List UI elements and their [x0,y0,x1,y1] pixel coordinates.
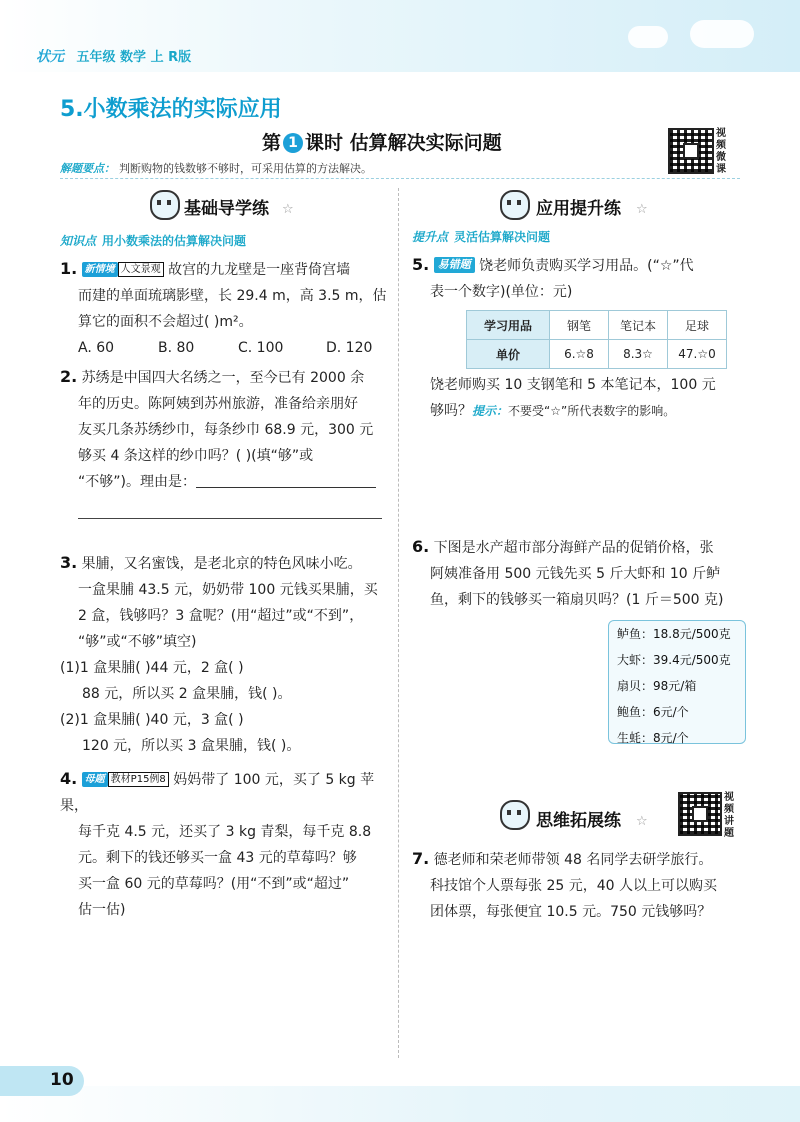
lesson-number-badge: 1 [283,133,303,153]
q4-number: 4. [60,769,78,788]
q6-number: 6. [412,537,430,556]
improvement-point [412,228,550,245]
section-title-basic: 基础导学练 [184,199,269,219]
table-cell: 6.☆8 [550,340,609,369]
q2-text-line: 友买几条苏绣纱巾，每条纱巾 68.9 元，300 元 [78,422,374,438]
q1-tag-new-context: 新情境 [82,262,118,277]
q6-text-line: 鱼，剩下的钱够买一箱扇贝吗？(1 斤＝500 克) [430,592,724,608]
question-1 [60,256,390,361]
q5-number: 5. [412,255,430,274]
q3-sub1-line: 88 元，所以买 2 盒果脯，钱( )。 [82,686,292,702]
table-header-cell: 足球 [668,311,727,340]
section-title-applied: 应用提升练 [536,199,621,219]
tip-text: 判断购物的钱数够不够时，可采用估算的方法解决。 [119,162,372,175]
cloud-decoration [628,26,668,48]
q5-text-line: 饶老师负责购买学习用品。(“☆”代 [479,258,694,274]
price-item: 生蚝：8元/个 [617,731,689,745]
q4-tag-textbook: 教材P15例8 [108,772,169,787]
table-header-row [467,311,727,340]
q2-text-line: 年的历史。陈阿姨到苏州旅游，准备给亲朋好 [78,396,358,412]
q3-text-line: “够”或“不够”填空) [78,634,197,650]
q3-number: 3. [60,553,78,572]
star-icon: ☆ [636,202,648,217]
question-3 [60,550,390,759]
mascot-icon [500,190,530,220]
q3-text-line: 果脯，又名蜜饯，是老北京的特色风味小吃。 [81,556,362,572]
question-6 [412,534,752,613]
question-4 [60,766,390,923]
q1-choice-b[interactable]: B. 80 [158,340,195,356]
column-divider [398,188,399,1058]
q5-text-line: 够吗？ [430,403,472,419]
subtitle-prefix: 第 [262,132,282,154]
table-cell: 8.3☆ [609,340,668,369]
question-5 [412,252,742,305]
table-header-cell: 学习用品 [467,311,550,340]
hint-label: 提示： [472,404,509,418]
q1-choices [60,335,390,361]
q6-text-line: 下图是水产超市部分海鲜产品的促销价格，张 [433,540,714,556]
tip-label: 解题要点： [60,162,115,175]
q7-text-line: 科技馆个人票每张 25 元，40 人以上可以购买 [430,878,717,894]
q7-number: 7. [412,849,430,868]
lesson-title: 5.小数乘法的实际应用 [60,97,282,122]
lesson-subtitle [262,128,502,155]
subtitle-suffix: 课时 估算解决实际问题 [305,132,502,154]
table-cell: 单价 [467,340,550,369]
table-header-cell: 笔记本 [609,311,668,340]
q1-text-line: 而建的单面琉璃影壁，长 29.4 m，高 3.5 m，估 [78,288,387,304]
qr-code-icon[interactable] [668,128,714,174]
q2-text-line: 苏绣是中国四大名绣之一，至今已有 2000 余 [81,370,365,386]
q5-text-line: 饶老师购买 10 支钢笔和 5 本笔记本，100 元 [430,377,716,393]
answer-line[interactable] [78,518,382,519]
q3-sub2-line: 120 元，所以买 3 盒果脯，钱( )。 [82,738,301,754]
qr-label-micro-lesson: 视频微课 [716,128,726,175]
price-item: 扇贝：98元/箱 [617,679,697,693]
table-header-cell: 钢笔 [550,311,609,340]
q4-text-line: 元。剩下的钱还够买一盒 43 元的草莓吗？够 [78,850,357,866]
q4-text-line: 每千克 4.5 元，还买了 3 kg 青梨，每千克 8.8 [78,824,372,840]
q3-sub1-line: (1)1 盒果脯( )44 元，2 盒( ) [60,660,244,676]
tip-line [60,160,372,176]
seafood-price-box [608,620,746,744]
q1-number: 1. [60,259,78,278]
price-item: 鲈鱼：18.8元/500克 [617,627,731,641]
book-info: 五年级 数学 上 R版 [76,50,192,65]
brand-logo: 状元 [36,49,64,65]
page-number: 10 [50,1070,74,1090]
question-7 [412,846,752,925]
price-item: 鲍鱼：6元/个 [617,705,689,719]
kp-label: 提升点 [412,230,449,244]
table-row [467,340,727,369]
book-header [36,46,191,66]
kp-label: 知识点 [60,234,97,248]
divider [60,178,740,179]
q4-text-line: 买一盒 60 元的草莓吗？(用“不到”或“超过” [78,876,350,892]
cloud-decoration [690,20,754,48]
q3-text-line: 2 盒，钱够吗？3 盒呢？(用“超过”或“不到”， [78,608,364,624]
page-number-tab [0,1066,84,1096]
q7-text-line: 德老师和荣老师带领 48 名同学去研学旅行。 [433,852,713,868]
q1-choice-a[interactable]: A. 60 [78,340,115,356]
footer-band [0,1086,800,1122]
q2-number: 2. [60,367,78,386]
kp-text: 用小数乘法的估算解决问题 [102,234,247,248]
q4-text-line: 估一估) [78,902,126,918]
price-item: 大虾：39.4元/500克 [617,653,731,667]
mascot-icon [150,190,180,220]
q4-text-line: 妈妈带了 100 元，买了 5 kg 苹果， [60,772,375,814]
q7-text-line: 团体票，每张便宜 10.5 元。750 元钱够吗？ [430,904,712,920]
qr-code-icon[interactable] [678,792,722,836]
q3-text-line: 一盒果脯 43.5 元，奶奶带 100 元钱买果脯，买 [78,582,378,598]
q4-tag-mother: 母题 [82,772,108,787]
q2-text-line: 够买 4 条这样的纱巾吗？( )(填“够”或 [78,448,314,464]
question-5-cont [430,372,750,424]
q1-choice-d[interactable]: D. 120 [326,340,373,356]
q2-text-line: “不够”)。理由是： [78,474,196,490]
q1-text-line: 算它的面积不会超过( )m²。 [78,314,253,330]
q1-text-line: 故宫的九龙壁是一座背倚宫墙 [168,262,351,278]
q3-sub2-line: (2)1 盒果脯( )40 元，3 盒( ) [60,712,244,728]
q5-tag-error-prone: 易错题 [434,257,475,273]
kp-text: 灵活估算解决问题 [454,230,551,244]
qr-label-video: 视频讲题 [724,792,734,839]
q2-reason-blank[interactable] [196,471,376,488]
knowledge-point [60,232,246,249]
star-icon: ☆ [282,202,294,217]
question-2 [60,364,390,495]
price-table [466,310,727,369]
q1-choice-c[interactable]: C. 100 [238,340,284,356]
section-title-extension: 思维拓展练 [536,811,621,831]
q6-text-line: 阿姨准备用 500 元钱先买 5 斤大虾和 10 斤鲈 [430,566,721,582]
star-icon: ☆ [636,814,648,829]
table-cell: 47.☆0 [668,340,727,369]
q5-text-line: 表一个数字)(单位：元) [430,284,573,300]
q1-tag-culture: 人文景观 [118,262,164,277]
hint-text: 不要受“☆”所代表数字的影响。 [508,404,676,418]
q2-reason-line [60,469,390,495]
mascot-icon [500,800,530,830]
